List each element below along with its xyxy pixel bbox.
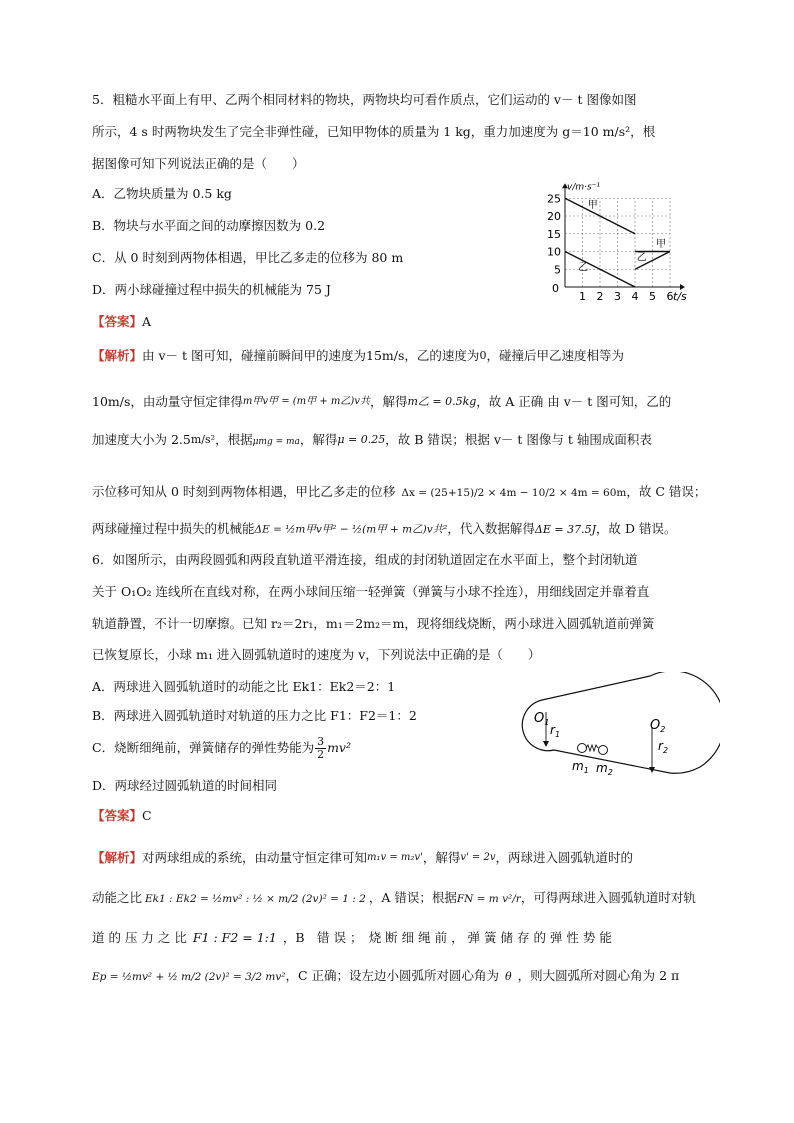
- q5-an-math: m乙 = 0.5kg: [407, 395, 477, 408]
- q5-an-text: ，解得: [369, 394, 408, 409]
- fraction-den: 2: [317, 748, 325, 761]
- q5-an-text: ，乙的速度为: [404, 348, 480, 363]
- q5-an-text: ，根据: [215, 432, 253, 447]
- q6-an-math: F1 : F2 = 1:1: [192, 930, 277, 945]
- q6-an-text: 道 的 压 力 之 比: [92, 930, 187, 945]
- q5-an-text: ，故 C 错误；: [626, 484, 707, 499]
- q6-answer-value: C: [142, 808, 152, 823]
- y-axis-label: v/m·s⁻¹: [567, 182, 601, 193]
- x-tick-label: 4: [631, 290, 639, 303]
- q5-an-text: ，碰撞后甲乙速度相等为: [486, 348, 624, 363]
- track-diagram-svg: [520, 672, 720, 780]
- q5-option-d: D．两小球碰撞过程中损失的机械能为 75 J: [92, 282, 331, 297]
- x-tick-label: 3: [614, 290, 621, 303]
- q6-an-text: ，可得两球进入圆弧轨道时对轨: [520, 890, 696, 905]
- q5-analysis-line-1: [92, 346, 624, 366]
- q5-option-b: B．物块与水平面之间的动摩擦因数为 0.2: [92, 218, 326, 233]
- q5-an-text: ，故 B 错误；根据 v－ t 图像与 t 轴围成面积表: [385, 432, 652, 447]
- q5-stem-line-1: 5．粗糙水平面上有甲、乙两个相同材料的物块，两物块均可看作质点，它们运动的 v－ t 图像如图: [92, 92, 637, 107]
- ball-m1: [578, 744, 587, 753]
- q6-stem-line-2: 关于 O₁O₂ 连线所在直线对称，在两小球间压缩一轻弹簧（弹簧与小球不拴连），用细线固定并靠着直: [92, 584, 650, 599]
- y-tick-label: 25: [547, 192, 561, 206]
- q5-an-text: 两球碰撞过程中损失的机械能: [92, 521, 255, 536]
- q5-analysis-line-2: [92, 392, 671, 412]
- q6-analysis-tag: 【解析】: [92, 850, 143, 865]
- q5-an-text: ，代入数据解得: [447, 521, 535, 536]
- q5-stem-line-3: 据图像可知下列说法正确的是（ ）: [92, 156, 305, 171]
- q6-analysis-line-4: [92, 966, 679, 987]
- q6-an-text: ，则大圆弧所对圆心角为 2 π: [517, 968, 680, 983]
- q6-an-math: Ek1 : Ek2 = ½mv² : ½ × m/2 (2v)² = 1 : 2: [145, 893, 366, 905]
- q5-an-math: m甲v甲 = (m甲 + m乙)v共: [242, 396, 370, 407]
- x-tick-label: 5: [649, 290, 656, 303]
- series-label: 乙: [578, 262, 589, 274]
- q5-analysis-line-4: [92, 482, 706, 503]
- q6-an-math: m₁v = m₂v': [367, 852, 423, 863]
- x-tick-label: 2: [596, 290, 604, 303]
- q6-option-b: B．两球进入圆弧轨道时对轨道的压力之比 F1：F2＝1：2: [92, 708, 417, 723]
- q6-an-text: 对两球组成的系统，由动量守恒定律可知: [142, 850, 368, 865]
- q6-answer: [92, 806, 152, 826]
- track-diagram: [520, 672, 720, 780]
- q6-an-math: θ: [505, 970, 512, 983]
- q6-analysis-line-1: [92, 848, 633, 868]
- series-label: 甲: [587, 199, 598, 211]
- y-tick-label: 20: [547, 210, 561, 223]
- q6-stem-line-3: 轨道静置，不计一切摩擦。已知 r₂＝2r₁，m₁＝2m₂＝m，现将细线烧断，两小球进入圆弧轨道前弹簧: [92, 616, 655, 631]
- q5-an-text: 加速度大小为 2.5: [92, 432, 191, 447]
- q5-stem-line-2: 所示，4 s 时两物块发生了完全非弹性碰，已知甲物体的质量为 1 kg，重力加速度为 g＝10 m/s²，根: [92, 124, 656, 139]
- y-tick-label: 15: [547, 227, 561, 241]
- q6-analysis-line-2: [92, 888, 696, 909]
- q6-analysis-line-3: [92, 928, 612, 948]
- vt-chart-svg: [540, 180, 710, 305]
- q5-an-text: ，由动量守恒定律得: [130, 394, 243, 409]
- q5-an-math: μ = 0.25: [337, 433, 386, 446]
- q6-stem-line-4: 已恢复原长，小球 m₁ 进入圆弧轨道时的速度为 v，下列说法中正确的是（ ）: [92, 647, 541, 662]
- q5-answer-tag: 【答案】: [92, 314, 143, 329]
- x-tick-label: 1: [579, 290, 586, 303]
- q6-stem-line-1: 6．如图所示，由两段圆弧和两段直轨道平滑连接，组成的封闭轨道固定在水平面上，整个封闭轨道: [92, 552, 638, 567]
- q5-answer-value: A: [142, 314, 152, 329]
- q5-an-math: 15m/s: [366, 348, 405, 363]
- q5-an-math: 10m/s: [92, 394, 131, 409]
- label-o1: $O_1$: [534, 711, 550, 727]
- q6-an-math: v' = 2v: [460, 852, 496, 863]
- q6-option-c-math: mv²: [327, 740, 352, 755]
- q5-an-text: ，故 A 正确 由 v－ t 图可知，乙的: [476, 394, 672, 409]
- q5-option-c: C．从 0 时刻到两物体相遇，甲比乙多走的位移为 80 m: [92, 250, 404, 265]
- series-label: 乙: [636, 252, 647, 264]
- q6-an-math: Ep = ½mv² + ½ m/2 (2v)² = 3/2 mv²: [92, 971, 286, 983]
- vt-chart: [540, 180, 710, 305]
- q5-an-text: ，故 D 错误。: [596, 521, 677, 536]
- q5-an-text: 示位移可知从 0 时刻到两物体相遇，甲比乙多走的位移: [92, 484, 396, 499]
- q5-an-math: m/s²: [190, 433, 216, 446]
- spring: [586, 745, 598, 751]
- q6-an-text: ，B 错 误 ； 烧 断 细 绳 前 ， 弹 簧 储 存 的 弹 性 势 能: [282, 930, 612, 945]
- q6-option-c-fraction: [315, 736, 326, 761]
- q6-answer-tag: 【答案】: [92, 808, 143, 823]
- q5-an-math: Δx = (25+15)/2 × 4m − 10/2 × 4m = 60m: [401, 486, 627, 499]
- series-line-0: [565, 198, 635, 234]
- q6-option-d: D．两球经过圆弧轨道的时间相同: [92, 778, 278, 793]
- q6-an-math: FN = m v²/r: [456, 893, 521, 905]
- q6-option-c: [92, 736, 351, 761]
- q6-an-text: ，C 正确；设左边小圆弧所对圆心角为: [285, 968, 500, 983]
- r1-arrowhead: [543, 741, 549, 747]
- q5-an-text: 由 v－ t 图可知，碰撞前瞬间甲的速度为: [142, 348, 367, 363]
- x-tick-label: 6: [666, 290, 674, 303]
- q6-option-c-text: C．烧断细绳前，弹簧储存的弹性势能为: [92, 740, 315, 755]
- ball-m2: [599, 746, 608, 755]
- q5-answer: [92, 312, 151, 332]
- x-axis-label: t/s: [673, 290, 687, 303]
- q5-analysis-tag: 【解析】: [92, 348, 143, 363]
- q5-analysis-line-5: [92, 519, 676, 540]
- series-label: 甲: [656, 239, 666, 251]
- origin-label: 0: [552, 282, 559, 295]
- q6-an-text: 动能之比: [92, 890, 143, 905]
- q5-an-math: 0: [479, 349, 487, 362]
- label-r1: $r_1$: [550, 723, 561, 739]
- q6-an-text: ，A 错误；根据: [368, 890, 457, 905]
- label-m1: $m_1$: [572, 759, 589, 775]
- q5-analysis-line-3: [92, 430, 652, 452]
- q5-option-a: A．乙物块质量为 0.5 kg: [92, 186, 232, 201]
- q6-option-a: A．两球进入圆弧轨道时的动能之比 Ek1：Ek2＝2：1: [92, 679, 396, 694]
- y-tick-label: 10: [547, 245, 561, 259]
- q6-an-text: ，解得: [422, 850, 461, 865]
- label-o2: $O_2$: [650, 718, 666, 734]
- label-r2: $r_2$: [658, 739, 669, 755]
- q5-an-math: μmg = ma: [252, 437, 300, 447]
- q5-an-math: ΔE = 37.5J: [534, 523, 596, 536]
- y-tick-label: 5: [554, 263, 561, 277]
- label-m2: $m_2$: [596, 761, 613, 777]
- q5-an-text: ，解得: [299, 432, 338, 447]
- q5-an-math: ΔE = ½m甲v甲² − ½(m甲 + m乙)v共²: [254, 523, 448, 536]
- q6-an-text: ，两球进入圆弧轨道时的: [495, 850, 633, 865]
- fraction-num: 3: [317, 735, 325, 748]
